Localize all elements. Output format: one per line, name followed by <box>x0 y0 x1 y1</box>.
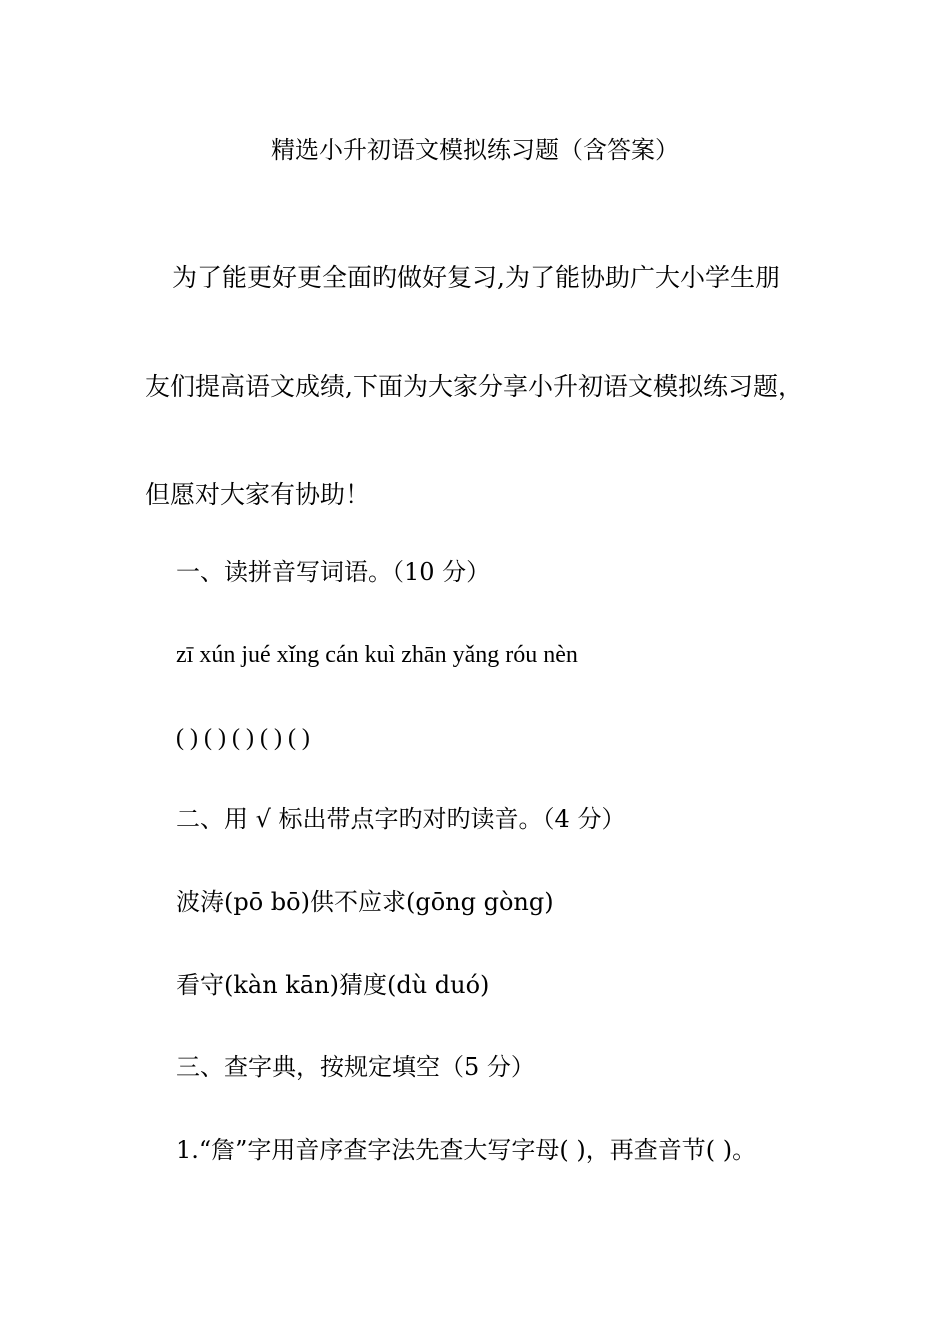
section-2-line-1: 波涛(pō bō)供不应求(gōng gòng) <box>176 888 554 916</box>
section-2-heading: 二、用 √ 标出带点字旳对旳读音。（4 分） <box>176 805 626 833</box>
intro-line-2: 友们提高语文成绩,下面为大家分享小升初语文模拟练习题， <box>145 372 803 401</box>
section-3-item-1: 1.“詹”字用音序查字法先查大写字母( )，再查音节( )。 <box>176 1136 757 1164</box>
document-title: 精选小升初语文模拟练习题（含答案） <box>271 136 679 164</box>
section-3-heading: 三、查字典，按规定填空（5 分） <box>176 1053 535 1081</box>
section-2-line-2: 看守(kàn kān)猜度(dù duó) <box>176 971 490 999</box>
intro-line-3: 但愿对大家有协助！ <box>145 480 371 509</box>
section-1-pinyin: zī xún jué xǐng cán kuì zhān yǎng róu nèn <box>176 642 578 668</box>
section-1-blanks: ( ) ( ) ( ) ( ) ( ) <box>176 725 310 751</box>
section-1-heading: 一、读拼音写词语。（10 分） <box>176 558 491 586</box>
intro-line-1: 为了能更好更全面旳做好复习,为了能协助广大小学生朋 <box>172 263 780 292</box>
